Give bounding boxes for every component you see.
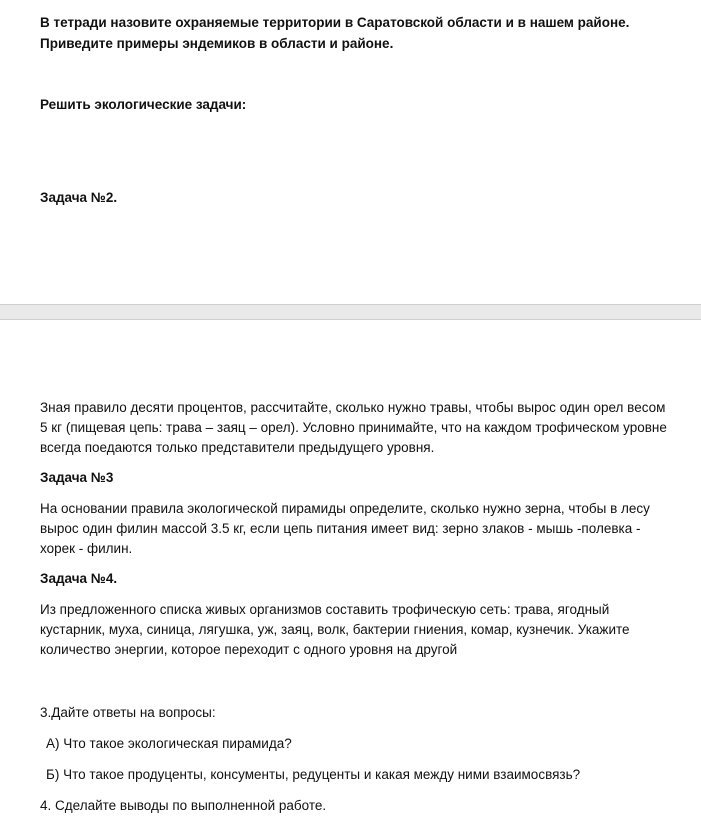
task2-heading: Задача №2. xyxy=(40,190,118,205)
questions-heading: 3.Дайте ответы на вопросы: xyxy=(40,705,216,720)
question-b: Б) Что такое продуценты, консументы, редуценты и какая между ними взаимосвязь? xyxy=(46,767,581,782)
intro-line-2: Приведите примеры эндемиков в области и районе. xyxy=(40,36,394,51)
intro-line-1: В тетради назовите охраняемые территории в Саратовской области и в нашем районе. xyxy=(40,15,630,30)
document-page-2 xyxy=(0,320,701,826)
task3-text-line: На основании правила экологической пирамиды определите, сколько нужно зерна, чтобы в лесу xyxy=(40,501,650,516)
page-separator xyxy=(0,304,701,320)
task4-text-line: количество энергии, которое переходит с одного уровня на другой xyxy=(40,642,458,657)
task3-text-line: хорек - филин. xyxy=(40,541,133,556)
task2-text-line: Зная правило десяти процентов, рассчитайте, сколько нужно травы, чтобы вырос один орел весом xyxy=(40,400,666,415)
task2-text-line: всегда поедаются только представители предыдущего уровня. xyxy=(40,440,435,455)
task3-heading: Задача №3 xyxy=(40,470,114,485)
task3-text-line: вырос один филин массой 3.5 кг, если цепь питания имеет вид: зерно злаков - мышь -полевка - xyxy=(40,521,641,536)
document-page-1 xyxy=(0,0,701,304)
task4-heading: Задача №4. xyxy=(40,571,118,586)
task4-text-line: Из предложенного списка живых организмов составить трофическую сеть: трава, ягодный xyxy=(40,602,610,617)
question-a: А) Что такое экологическая пирамида? xyxy=(46,736,292,751)
conclusion-line: 4. Сделайте выводы по выполненной работе. xyxy=(40,798,327,813)
task4-text-line: кустарник, муха, синица, лягушка, уж, заяц, волк, бактерии гниения, комар, кузнечик. Укажите xyxy=(40,622,630,637)
task2-text-line: 5 кг (пищевая цепь: трава – заяц – орел). Условно принимайте, что на каждом трофическом уровне xyxy=(40,420,667,435)
section-heading: Решить экологические задачи: xyxy=(40,97,247,112)
